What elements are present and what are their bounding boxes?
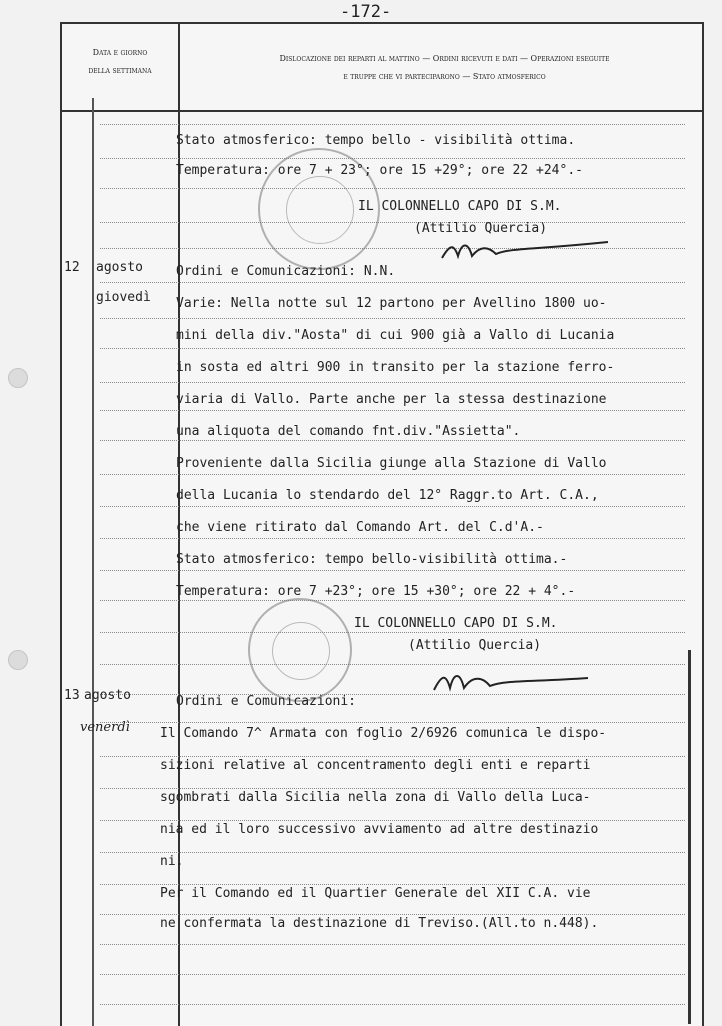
entry-day: 12 <box>64 260 80 275</box>
entry-line: Proveniente dalla Sicilia giunge alla Stazione di Vallo <box>176 456 607 471</box>
signatory-title: IL COLONNELLO CAPO DI S.M. <box>358 199 562 214</box>
signatory-name: (Attilio Quercia) <box>414 221 548 236</box>
entry-line: che viene ritirato dal Comando Art. del C.d'A.- <box>176 520 544 535</box>
page-number: -172- <box>340 2 392 22</box>
entry-line: nia ed il loro successivo avviamento ad altre destinazio <box>160 822 599 837</box>
entry-line: ni. <box>160 854 184 869</box>
entry-line: Per il Comando ed il Quartier Generale del XII C.A. vie <box>160 886 591 901</box>
official-stamp <box>248 598 352 702</box>
entry-weekday: giovedì <box>96 290 151 305</box>
header-date-label: Data e giorno <box>92 48 148 57</box>
signatory-title: IL COLONNELLO CAPO DI S.M. <box>354 616 558 631</box>
entry-line: Il Comando 7^ Armata con foglio 2/6926 comunica le dispo- <box>160 726 607 741</box>
entry-line: una aliquota del comando fnt.div."Assietta". <box>176 424 521 439</box>
entry-day: 13 <box>64 688 80 703</box>
entry-month: agosto <box>84 688 131 703</box>
entry-line: viaria di Vallo. Parte anche per la stessa destinazione <box>176 392 607 407</box>
entry-line: Stato atmosferico: tempo bello-visibilità ottima.- <box>176 552 568 567</box>
right-margin-rule <box>688 650 691 1024</box>
entry-line: in sosta ed altri 900 in transito per la stazione ferro- <box>176 360 615 375</box>
handwritten-signature <box>440 236 610 266</box>
header-weekday-label: della settimana <box>88 66 152 75</box>
entry-line: mini della div."Aosta" di cui 900 già a Vallo di Lucania <box>176 328 615 343</box>
entry-line: ne confermata la destinazione di Treviso.(All.to n.448). <box>160 916 599 931</box>
entry-line: Temperatura: ore 7 +23°; ore 15 +30°; ore 22 + 4°.- <box>176 584 576 599</box>
entry-line: Ordini e Comunicazioni: N.N. <box>176 264 396 279</box>
entry-line: sizioni relative al concentramento degli enti e reparti <box>160 758 591 773</box>
entry-line: sgombrati dalla Sicilia nella zona di Vallo della Luca- <box>160 790 591 805</box>
entry-month: agosto <box>96 260 143 275</box>
entry-line: della Lucania lo stendardo del 12° Raggr.to Art. C.A., <box>176 488 599 503</box>
weather-line: Stato atmosferico: tempo bello - visibilità ottima. <box>176 133 576 148</box>
entry-weekday-handwritten: venerdì <box>80 720 130 735</box>
entry-line: Varie: Nella notte sul 12 partono per Avellino 1800 uo- <box>176 296 607 311</box>
header-content-line-2: e truppe che vi parteciparono — Stato atmosferico <box>343 72 546 81</box>
header-content-line-1: Dislocazione dei reparti al mattino — Ordini ricevuti e dati — Operazioni eseguite <box>279 54 610 63</box>
signatory-name: (Attilio Quercia) <box>408 638 542 653</box>
temperature-line: Temperatura: ore 7 + 23°; ore 15 +29°; ore 22 +24°.- <box>176 163 583 178</box>
handwritten-signature <box>432 664 592 698</box>
entry-line: Ordini e Comunicazioni: <box>176 694 357 709</box>
